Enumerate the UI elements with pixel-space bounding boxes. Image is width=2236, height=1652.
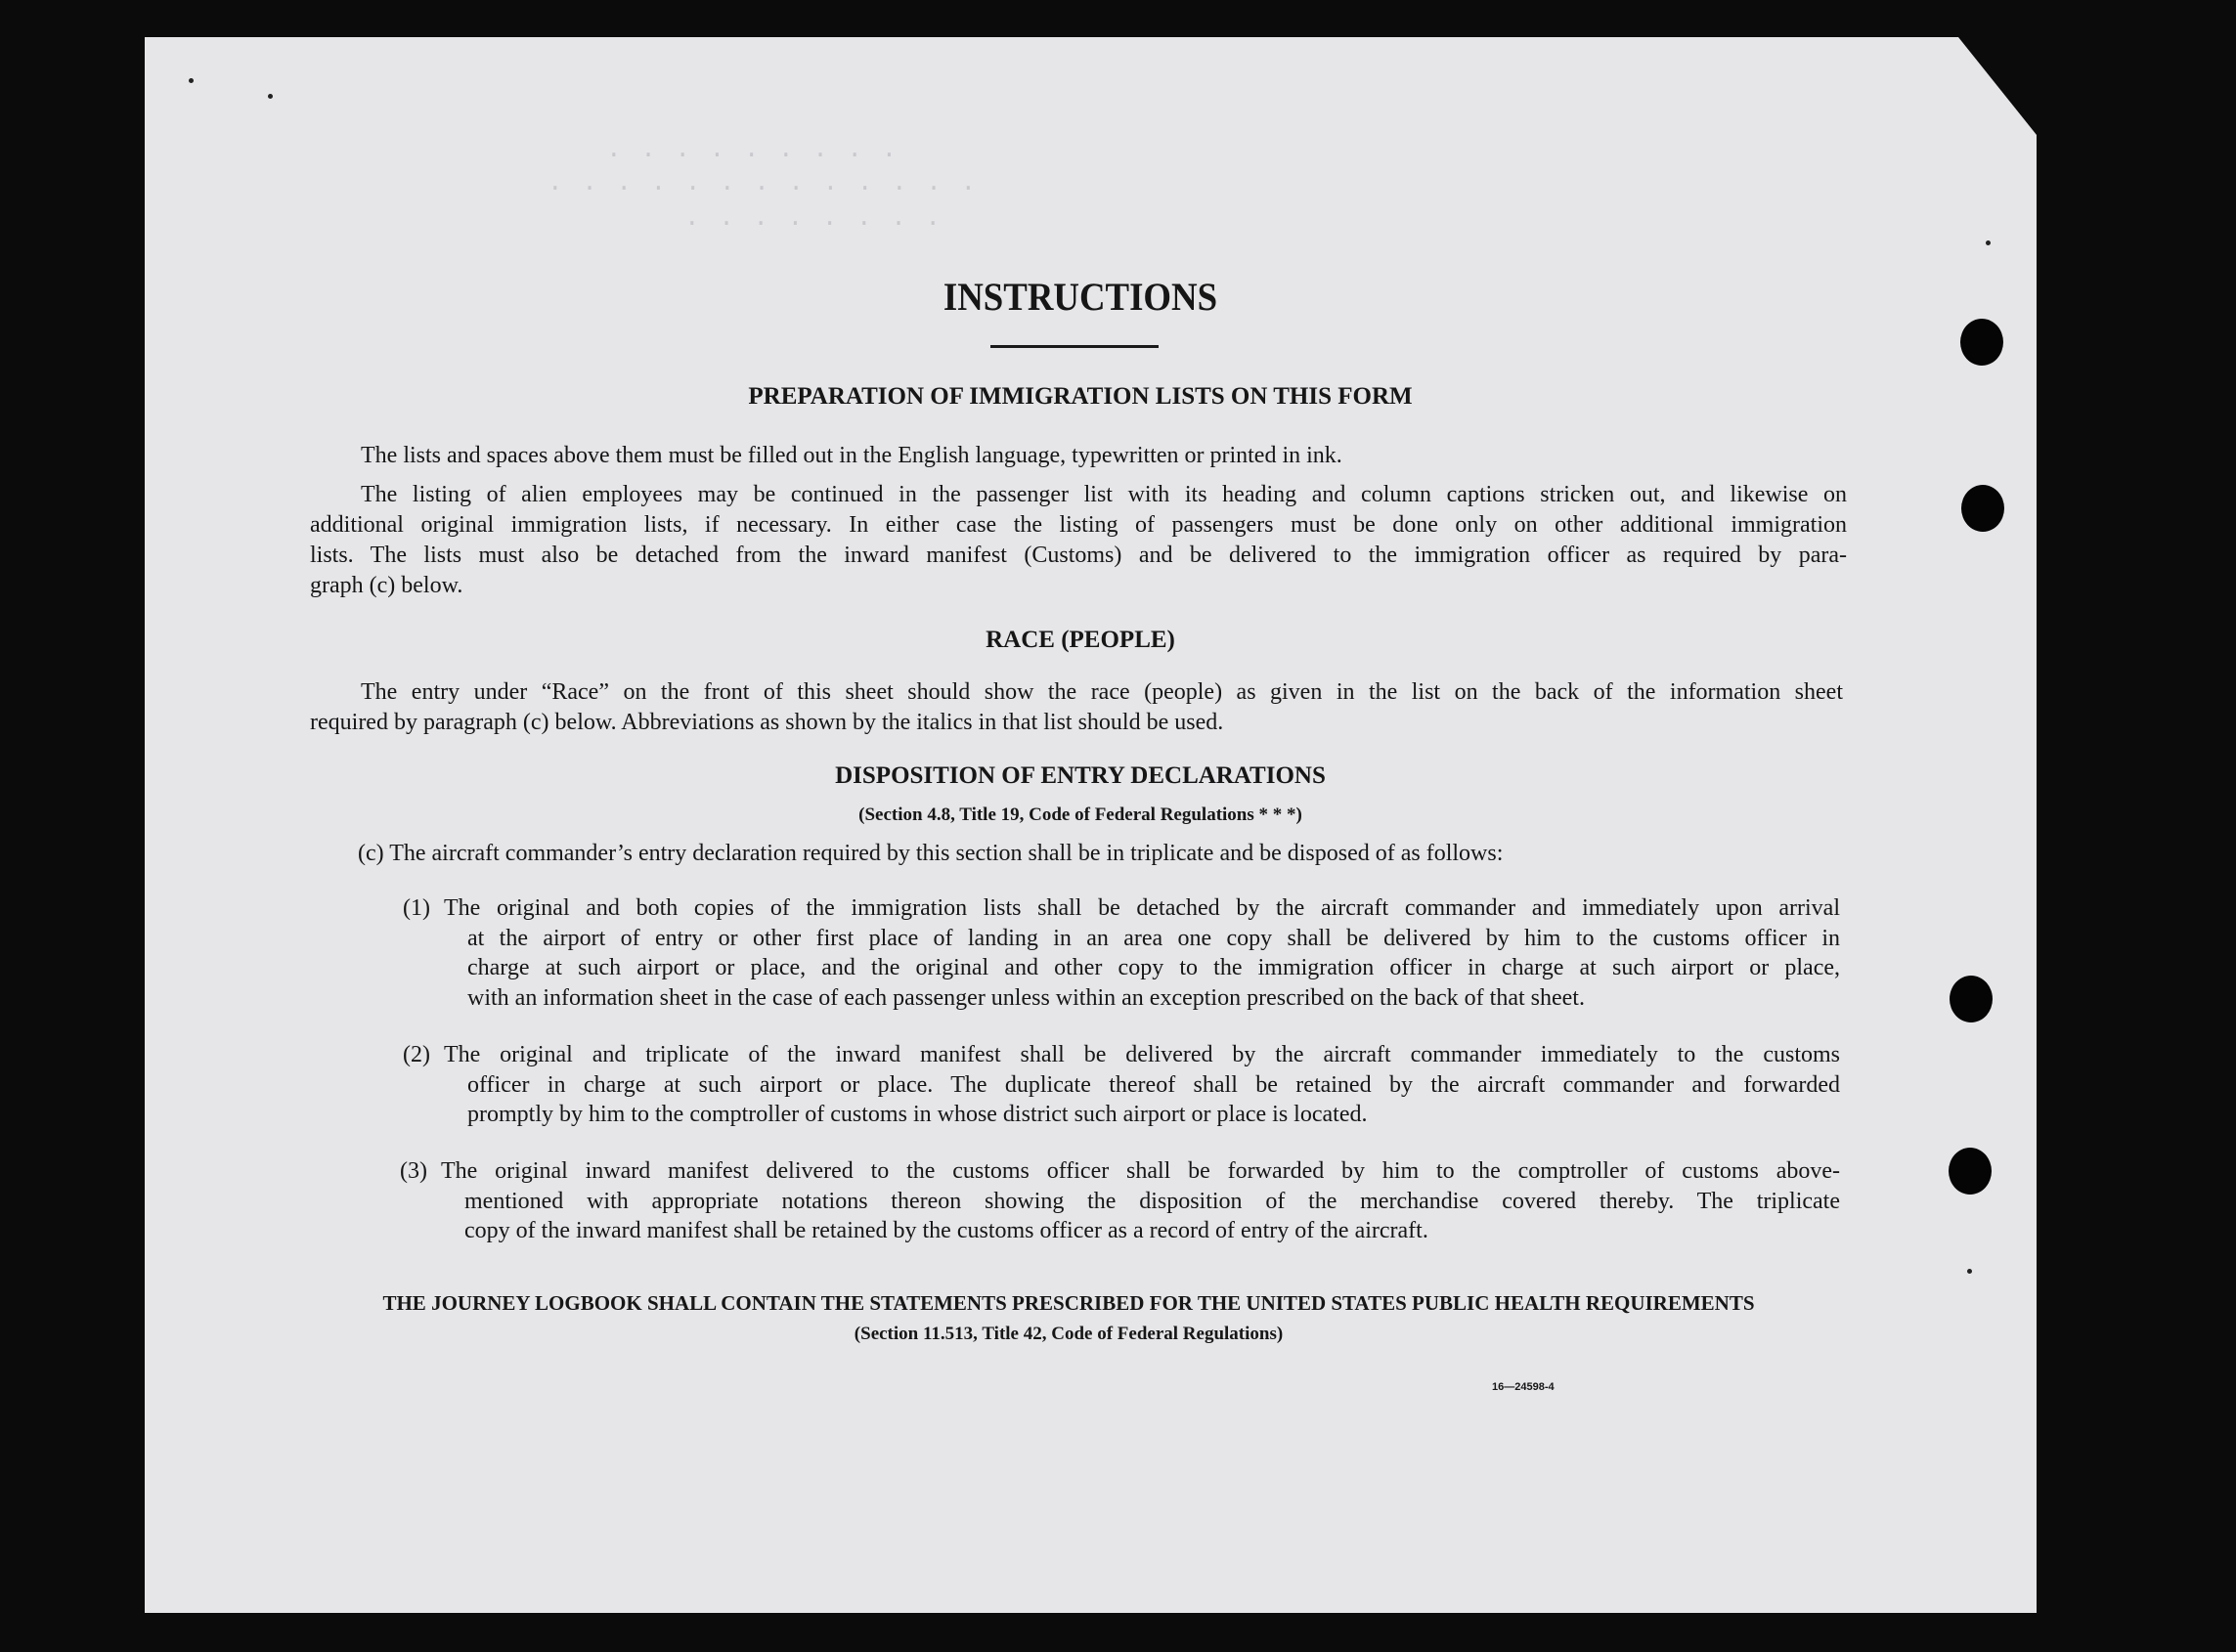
text-line: The listing of alien employees may be continued in the passenger list with its heading and column captions stricken out, and likewise on [361, 482, 1847, 507]
disposition-citation: (Section 4.8, Title 19, Code of Federal Regulations * * *) [858, 804, 1302, 825]
form-number: 16—24598-4 [1492, 1381, 1555, 1393]
disposition-item-2 [403, 1040, 1840, 1133]
speck [1986, 240, 1991, 245]
text-line: at the airport of entry or other first place of landing in an area one copy shall be delivered by him to the customs officer in [467, 925, 1840, 951]
bleed-through-text: . . . . . . . . . [606, 135, 899, 164]
bleed-through-text: . . . . . . . . [684, 203, 943, 233]
item-number: (2) [403, 1042, 430, 1067]
text-line: charge at such airport or place, and the original and other copy to the immigration officer in charge at such airport or place, [467, 955, 1840, 980]
binder-hole [1949, 1148, 1992, 1195]
footer-statement: THE JOURNEY LOGBOOK SHALL CONTAIN THE STATEMENTS PRESCRIBED FOR THE UNITED STATES PUBLIC HEALTH REQUIREMENTS [382, 1291, 1755, 1315]
text-line: The original and both copies of the immigration lists shall be detached by the aircraft commander and immediately upon arrival [444, 895, 1840, 921]
preparation-paragraph-2 [310, 480, 1847, 601]
disposition-item-1 [403, 893, 1840, 1016]
binder-hole [1950, 976, 1993, 1022]
text-line: The entry under “Race” on the front of this sheet should show the race (people) as given in the list on the back of the information sheet [361, 679, 1843, 705]
section-heading-preparation: PREPARATION OF IMMIGRATION LISTS ON THIS FORM [748, 383, 1413, 410]
item-number: (1) [403, 895, 430, 921]
binder-hole [1960, 319, 2003, 366]
speck [268, 94, 273, 99]
bleed-through-text: . . . . . . . . . . . . . [548, 168, 979, 197]
text-line: additional original immigration lists, if necessary. In either case the listing of passengers must be done only on other additional immigration [310, 512, 1847, 538]
text-line: (c) The aircraft commander’s entry declaration required by this section shall be in triplicate and be disposed of as follows: [358, 841, 1504, 866]
text-line: The original inward manifest delivered to the customs officer shall be forwarded by him to the comptroller of customs above- [441, 1158, 1840, 1184]
disposition-item-3 [400, 1156, 1840, 1249]
section-heading-race: RACE (PEOPLE) [986, 627, 1175, 653]
text-line: with an information sheet in the case of each passenger unless within an exception prescribed on the back of that sheet. [467, 984, 1585, 1011]
section-heading-disposition: DISPOSITION OF ENTRY DECLARATIONS [835, 762, 1326, 789]
text-line: promptly by him to the comptroller of customs in whose district such airport or place is located. [467, 1102, 1368, 1127]
disposition-intro [358, 839, 1503, 869]
text-line: graph (c) below. [310, 573, 463, 598]
text-line: officer in charge at such airport or place. The duplicate thereof shall be retained by the aircraft commander and forwarded [467, 1071, 1840, 1098]
race-paragraph [310, 677, 1843, 738]
item-number: (3) [400, 1158, 427, 1184]
footer-citation: (Section 11.513, Title 42, Code of Federal Regulations) [854, 1324, 1284, 1344]
binder-hole [1961, 485, 2004, 532]
text-line: required by paragraph (c) below. Abbreviations as shown by the italics in that list should be used. [310, 710, 1224, 735]
text-line: mentioned with appropriate notations thereon showing the disposition of the merchandise covered thereby. The triplicate [464, 1188, 1840, 1214]
text-line: lists. The lists must also be detached from the inward manifest (Customs) and be delivered to the immigration officer as required by para- [310, 543, 1847, 568]
title-underline [990, 345, 1159, 348]
text-line: The original and triplicate of the inward manifest shall be delivered by the aircraft commander immediately to the customs [444, 1042, 1840, 1067]
speck [189, 78, 194, 83]
preparation-paragraph-1 [361, 441, 1342, 471]
text-line: The lists and spaces above them must be filled out in the English language, typewritten or printed in ink. [361, 443, 1342, 468]
text-line: copy of the inward manifest shall be retained by the customs officer as a record of entry of the aircraft. [464, 1218, 1428, 1243]
page-title: INSTRUCTIONS [943, 275, 1218, 319]
speck [1967, 1269, 1972, 1274]
